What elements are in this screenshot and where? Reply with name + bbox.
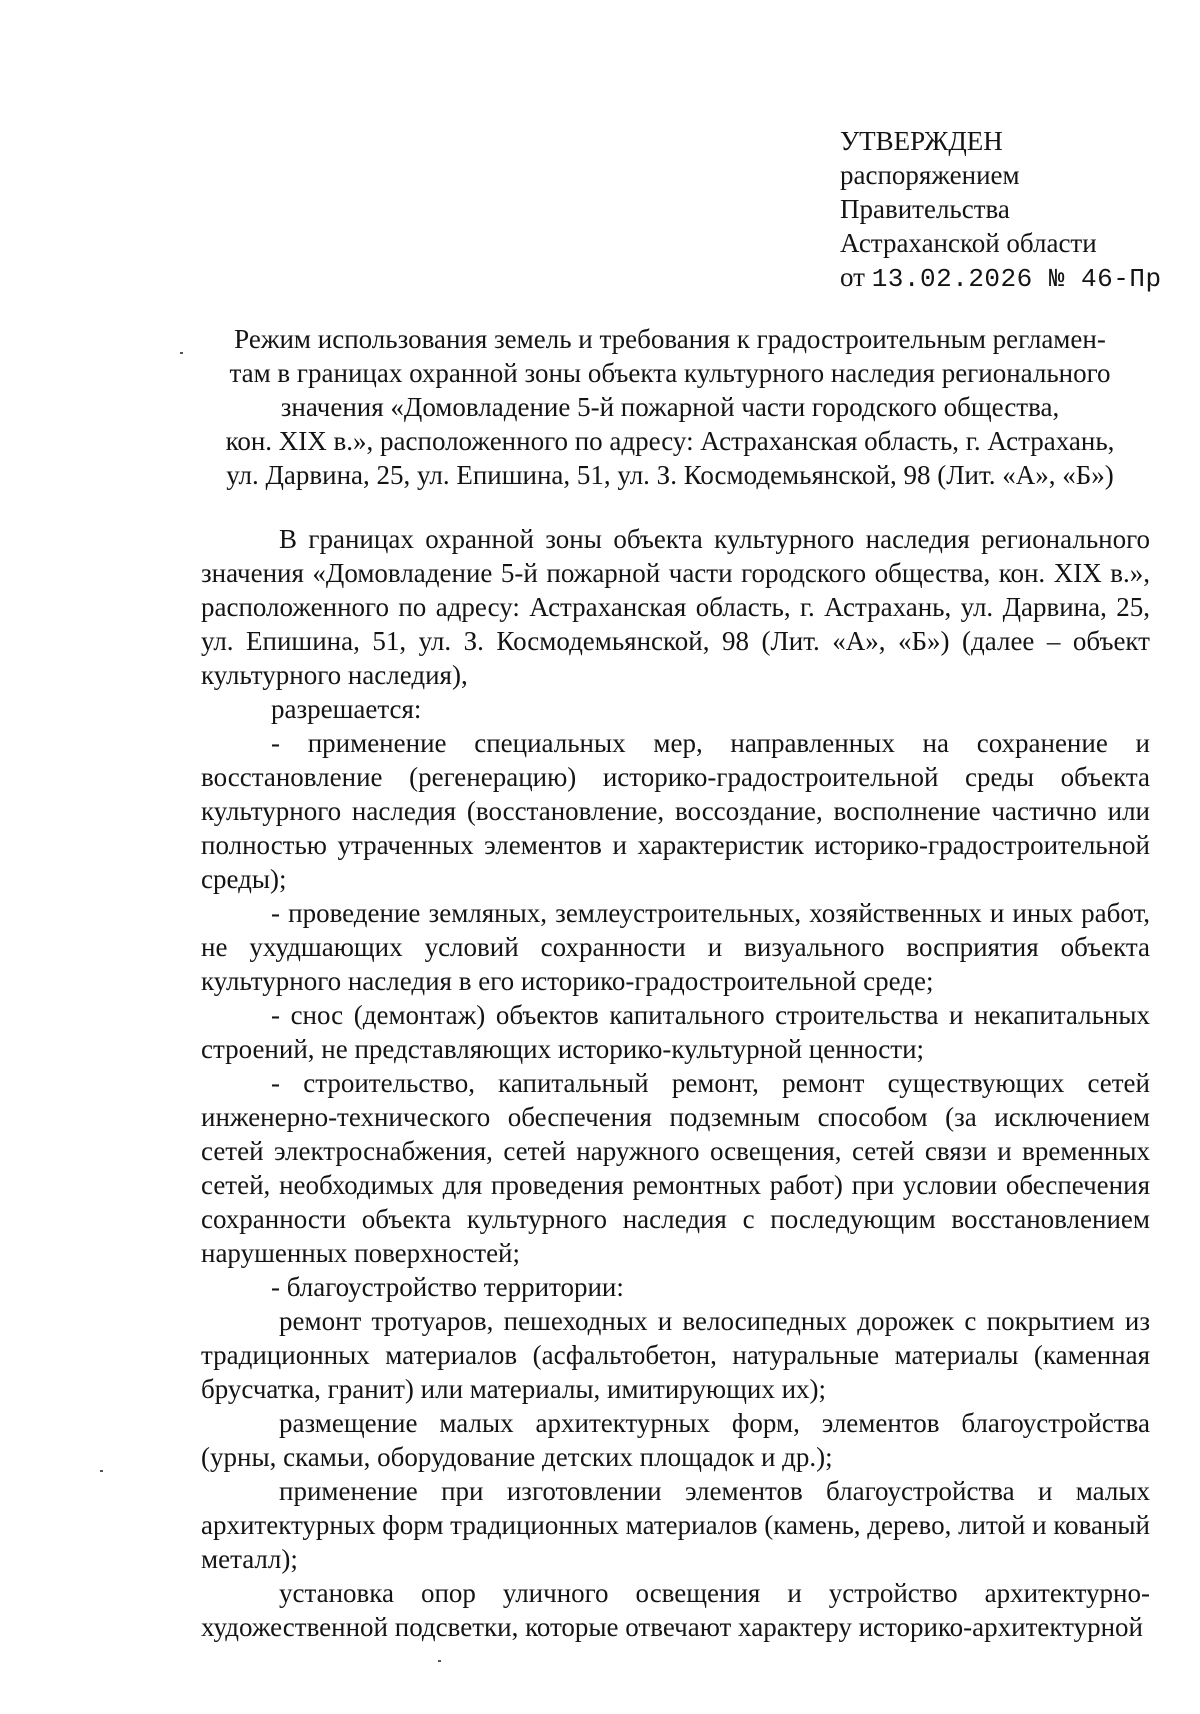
approval-line: распоряжением	[840, 160, 1020, 190]
scan-speck	[180, 352, 183, 354]
allowed-heading: разрешается:	[271, 694, 422, 724]
list-item: - снос (демонтаж) объектов капитального строительства и некапитальных строений, не представляющих историко-культурной ценности;	[201, 1000, 1150, 1064]
approval-line: Правительства	[840, 194, 1010, 224]
title-line: значения «Домовладение 5-й пожарной части городского общества,	[280, 392, 1060, 422]
list-item: - проведение земляных, землеустроительных, хозяйственных и иных работ, не ухудшающих условий сохранности и визуального восприятия объекта культурного наследия в его историко-градостроительной среде;	[201, 898, 1150, 996]
sub-item: установка опор уличного освещения и устройство архитектурно-художественной подсветки, которые отвечают характеру историко-архитектурной	[201, 1578, 1150, 1642]
approval-line: Астраханской области	[840, 228, 1097, 258]
list-item: - применение специальных мер, направленных на сохранение и восстановление (регенерацию) историко-градостроительной среды объекта культурного наследия (восстановление, воссоздание, восполнение частично или полностью утраченных элементов и характеристик историко-градостроительной среды);	[201, 728, 1150, 894]
title-line: Режим использования земель и требования к градостроительным регламен-	[234, 324, 1106, 354]
document-body	[201, 522, 1150, 1644]
title-line: ул. Дарвина, 25, ул. Епишина, 51, ул. З. Космодемьянской, 98 (Лит. «А», «Б»)	[226, 460, 1114, 490]
approval-date-number: 13.02.2026 № 46-Пр	[871, 264, 1162, 294]
list-item: - строительство, капитальный ремонт, ремонт существующих сетей инженерно-технического обеспечения подземным способом (за исключением сетей электроснабжения, сетей наружного освещения, сетей связи и временных сетей, необходимых для проведения ремонтных работ) при условии обеспечения сохранности объекта культурного наследия с последующим восстановлением нарушенных поверхностей;	[201, 1068, 1150, 1268]
scan-speck	[100, 1470, 103, 1472]
scan-speck	[438, 1660, 441, 1662]
sub-item: ремонт тротуаров, пешеходных и велосипедных дорожек с покрытием из традиционных материалов (асфальтобетон, натуральные материалы (каменная брусчатка, гранит) или материалы, имитирующих их);	[201, 1306, 1150, 1404]
approval-heading: УТВЕРЖДЕН	[840, 126, 1003, 156]
title-line: там в границах охранной зоны объекта культурного наследия регионального	[229, 358, 1111, 388]
sub-item: применение при изготовлении элементов благоустройства и малых архитектурных форм традиционных материалов (камень, дерево, литой и кованый металл);	[201, 1476, 1150, 1574]
sub-item: размещение малых архитектурных форм, элементов благоустройства (урны, скамьи, оборудование детских площадок и др.);	[201, 1408, 1150, 1472]
intro-paragraph: В границах охранной зоны объекта культурного наследия регионального значения «Домовладение 5-й пожарной части городского общества, кон. XIX в.», расположенного по адресу: Астраханская область, г. Астрахань, ул. Дарвина, 25, ул. Епишина, 51, ул. З. Космодемьянской, 98 (Лит. «А», «Б») (далее – объект культурного наследия),	[201, 524, 1150, 690]
list-item: - благоустройство территории:	[271, 1272, 624, 1302]
title-line: кон. XIX в.», расположенного по адресу: Астраханская область, г. Астрахань,	[225, 426, 1115, 456]
approval-date-prefix: от	[840, 262, 865, 292]
approval-block	[840, 124, 1162, 296]
approval-date-line	[840, 260, 1162, 296]
document-title	[190, 322, 1150, 492]
